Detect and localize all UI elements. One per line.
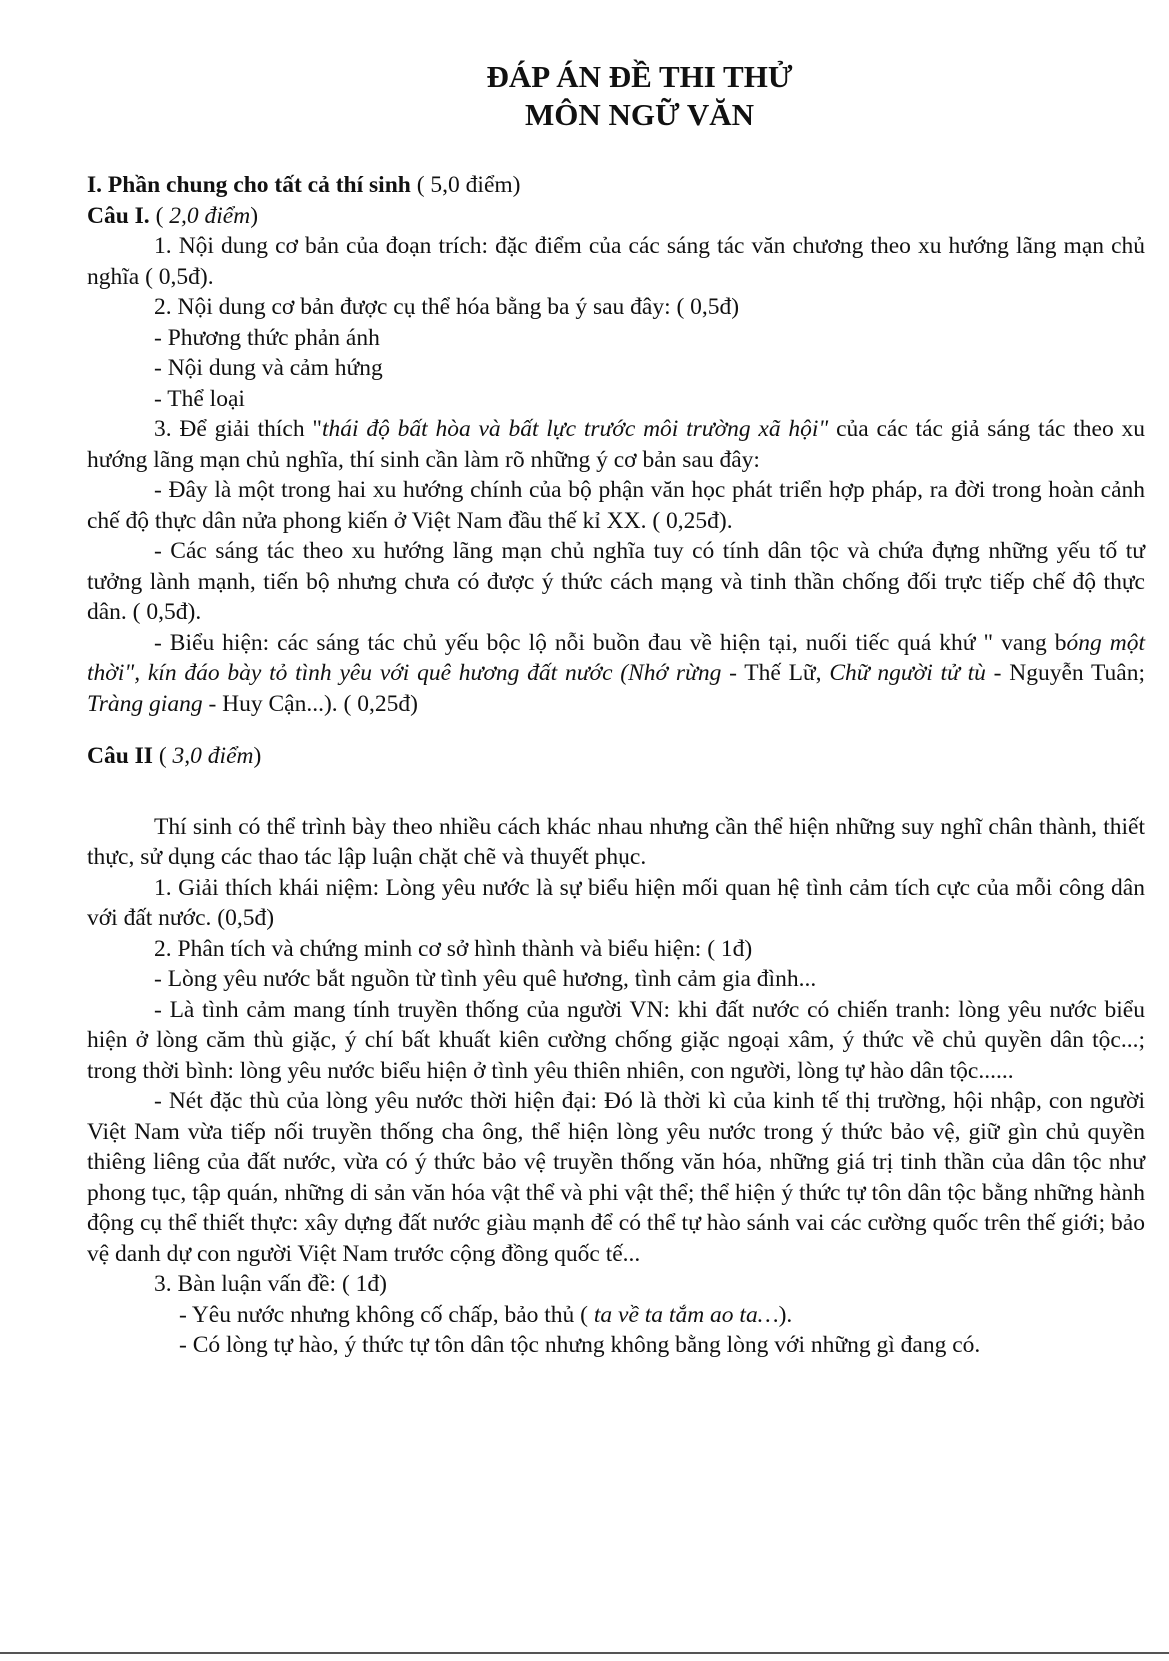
q1-item-1: - Phương thức phản ánh <box>154 324 380 351</box>
document-title <box>0 58 1169 134</box>
part1-heading-bold: I. Phần chung cho tất cả thí sinh <box>87 172 411 198</box>
spacer <box>87 719 1145 741</box>
q1-p3-pre: 3. Để giải thích " <box>154 416 322 442</box>
q1-paragraph-1: 1. Nội dung cơ bản của đoạn trích: đặc điểm của các sáng tác văn chương theo xu hướng lãng mạn chủ nghĩa ( 0,5đ). <box>87 233 1145 290</box>
q1-bullet-3 <box>87 628 1145 720</box>
q2-heading-close: ) <box>253 743 262 769</box>
q2-heading-score: 3,0 điểm <box>172 743 254 769</box>
q1-bullet-1: - Đây là một trong hai xu hướng chính của bộ phận văn học phát triển hợp pháp, ra đời trong hoàn cảnh chế độ thực dân nửa phong kiến ở Việt Nam đầu thế kỉ XX. ( 0,25đ). <box>87 477 1145 534</box>
q2-heading-open: ( <box>152 743 173 769</box>
spacer <box>87 772 1145 812</box>
q2-paragraph-2: 2. Phân tích và chứng minh cơ sở hình thành và biểu hiện: ( 1đ) <box>154 935 753 962</box>
q1-b3-h: - Huy Cận...). ( 0,25đ) <box>202 690 418 717</box>
document-body <box>87 170 1145 1361</box>
title-line-1: ĐÁP ÁN ĐỀ THI THỬ <box>486 59 793 94</box>
q1-paragraph-2: 2. Nội dung cơ bản được cụ thể hóa bằng ba ý sau đây: ( 0,5đ) <box>154 294 740 320</box>
q1-b3-g: Tràng giang <box>87 690 203 717</box>
q2-p3-bullet-1 <box>87 1300 1145 1331</box>
q2-p2-bullet-1: - Lòng yêu nước bắt nguồn từ tình yêu quê hương, tình cảm gia đình... <box>154 966 817 992</box>
q1-heading-open: ( <box>149 202 170 229</box>
q1-heading <box>87 201 1145 232</box>
part1-heading <box>87 170 1145 201</box>
q1-heading-score: 2,0 điểm <box>169 202 251 229</box>
q1-b3-f: - Nguyễn Tuân; <box>985 660 1146 686</box>
q1-b3-a: - Biểu hiện: các sáng tác chủ yếu bộc lộ nỗi buồn đau về hiện tại, nuối tiếc quá khứ " <box>154 629 1002 656</box>
q1-b3-e: Chữ người tử tù <box>829 660 986 686</box>
q2-p3-b1-pre: - Yêu nước nhưng không cố chấp, bảo thủ ( <box>179 1301 594 1328</box>
q1-p3-quote: thái độ bất hòa và bất lực trước môi trường xã hội" <box>322 416 829 442</box>
q1-p3-post: của các tác giả sáng tác theo xu hướng lãng mạn chủ nghĩa, thí sinh cần làm rõ những ý cơ bản sau đây: <box>87 416 1145 473</box>
q1-item-3: - Thể loại <box>154 385 245 412</box>
q2-p2-bullet-2: - Là tình cảm mang tính truyền thống của người VN: khi đất nước có chiến tranh: lòng yêu nước biểu hiện ở lòng căm thù giặc, ý chí bất khuất kiên cường chống giặc ngoại xâm, ý thức về chủ quyền dân tộc...; trong thời bình: lòng yêu nước biểu hiện ở tình yêu thiên nhiên, con người, lòng tự hào dân tộc...... <box>87 996 1145 1084</box>
q2-heading <box>87 741 1145 772</box>
q1-paragraph-3 <box>87 414 1145 475</box>
q1-item-2: - Nội dung và cảm hứng <box>154 355 383 381</box>
q2-p3-b1-post: ). <box>778 1301 793 1328</box>
q2-p3-b1-it: ta về ta tắm ao ta… <box>593 1301 779 1328</box>
q1-heading-bold: Câu I. <box>87 202 150 229</box>
q2-p3-bullet-2: - Có lòng tự hào, ý thức tự tôn dân tộc nhưng không bằng lòng với những gì đang có. <box>179 1332 981 1358</box>
q2-paragraph-3: 3. Bàn luận vấn đề: ( 1đ) <box>154 1271 387 1297</box>
page-bottom-edge <box>0 1652 1169 1654</box>
q1-heading-close: ) <box>250 202 259 229</box>
q2-intro: Thí sinh có thể trình bày theo nhiều cách khác nhau nhưng cần thể hiện những suy nghĩ chân thành, thiết thực, sử dụng các thao tác lập luận chặt chẽ và thuyết phục. <box>87 813 1145 870</box>
q1-b3-b: vang b <box>1001 629 1067 656</box>
q1-b3-d: - Thế Lữ, <box>721 660 830 686</box>
part1-heading-score: ( 5,0 điểm) <box>410 172 521 198</box>
q1-b3-c: óng một thời", kín đáo bày tỏ tình yêu với quê hương đất nước (Nhớ rừng <box>87 629 1145 686</box>
q1-bullet-2: - Các sáng tác theo xu hướng lãng mạn chủ nghĩa tuy có tính dân tộc và chứa đựng những yếu tố tư tưởng lành mạnh, tiến bộ nhưng chưa có được ý thức cách mạng và tinh thần chống đối trực tiếp chế độ thực dân. ( 0,5đ). <box>87 538 1145 625</box>
q2-paragraph-1: 1. Giải thích khái niệm: Lòng yêu nước là sự biểu hiện mối quan hệ tình cảm tích cực của mỗi công dân với đất nước. (0,5đ) <box>87 874 1145 931</box>
q2-p2-bullet-3: - Nét đặc thù của lòng yêu nước thời hiện đại: Đó là thời kì của kinh tế thị trường, hội nhập, con người Việt Nam vừa tiếp nối truyền thống cha ông, thể hiện lòng yêu nước trong ý thức bảo vệ, giữ gìn chủ quyền thiêng liêng của đất nước, vừa có ý thức bảo vệ truyền thống văn hóa, những giá trị tinh thần của dân tộc như phong tục, tập quán, những di sản văn hóa vật thể và phi vật thể; thể hiện ý thức tự tôn dân tộc bằng những hành động cụ thể thiết thực: xây dựng đất nước giàu mạnh để có thể tự hào sánh vai các cường quốc trên thế giới; bảo vệ danh dự con người Việt Nam trước cộng đồng quốc tế... <box>87 1088 1145 1267</box>
title-line-2: MÔN NGỮ VĂN <box>524 97 755 132</box>
q2-heading-bold: Câu II <box>87 743 153 769</box>
